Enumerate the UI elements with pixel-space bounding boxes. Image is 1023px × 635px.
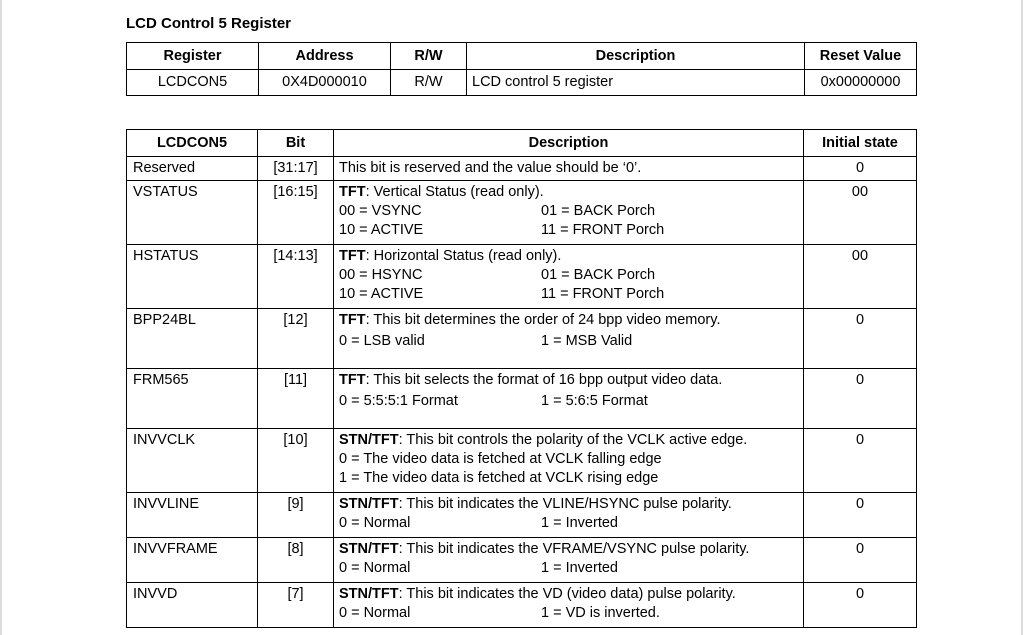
value-option-line (339, 604, 803, 623)
description-summary (339, 495, 803, 514)
description-summary (339, 183, 803, 202)
field-initial-state: 0 (804, 429, 917, 493)
description-text: : This bit determines the order of 24 bpp video memory. (365, 312, 721, 328)
field-description (334, 309, 804, 369)
field-bit-range: [16:15] (258, 181, 334, 245)
description-text: : Horizontal Status (read only). (365, 248, 562, 264)
header-description: Description (467, 43, 805, 70)
field-initial-state: 00 (804, 181, 917, 245)
description-summary (339, 247, 803, 266)
field-name: Reserved (127, 157, 258, 181)
field-initial-state: 0 (804, 309, 917, 369)
value-option-line (339, 392, 803, 411)
field-name: FRM565 (127, 369, 258, 429)
table-row (127, 369, 917, 429)
value-option: 1 = MSB Valid (541, 333, 633, 349)
page-edge-left (0, 0, 2, 635)
field-bit-range: [10] (258, 429, 334, 493)
field-description (334, 538, 804, 583)
mode-label: TFT (339, 248, 366, 264)
description-summary (339, 371, 803, 390)
value-option-line (339, 514, 803, 533)
value-option: 00 = VSYNC (339, 203, 422, 219)
mode-label: STN/TFT (339, 586, 399, 602)
field-description (334, 493, 804, 538)
register-rw: R/W (391, 70, 467, 96)
description-text: This bit is reserved and the value should be ‘0’. (339, 160, 642, 176)
field-bit-range: [11] (258, 369, 334, 429)
value-option: 10 = ACTIVE (339, 222, 424, 238)
value-option: 0 = The video data is fetched at VCLK falling edge (339, 451, 662, 467)
value-option: 1 = Inverted (541, 560, 618, 576)
field-name: INVVFRAME (127, 538, 258, 583)
section-title: LCD Control 5 Register (126, 15, 292, 32)
value-option: 01 = BACK Porch (541, 203, 656, 219)
value-option: 0 = Normal (339, 605, 411, 621)
table-row (127, 538, 917, 583)
field-description (334, 245, 804, 309)
bit-table-header (127, 130, 917, 157)
mode-label: STN/TFT (339, 541, 399, 557)
field-name: BPP24BL (127, 309, 258, 369)
description-text: : This bit controls the polarity of the VCLK active edge. (398, 432, 748, 448)
description-text: : This bit indicates the VLINE/HSYNC pulse polarity. (398, 496, 732, 512)
register-description: LCD control 5 register (467, 70, 805, 96)
table-row (127, 583, 917, 628)
field-name: INVVLINE (127, 493, 258, 538)
value-option-line (339, 450, 803, 469)
register-address: 0X4D000010 (259, 70, 391, 96)
register-table-header (127, 43, 917, 70)
field-name: INVVCLK (127, 429, 258, 493)
description-text: : This bit indicates the VFRAME/VSYNC pulse polarity. (398, 541, 750, 557)
mode-label: STN/TFT (339, 496, 399, 512)
field-initial-state: 0 (804, 583, 917, 628)
register-table (126, 42, 917, 96)
header-reset-value: Reset Value (805, 43, 917, 70)
value-option-line (339, 221, 803, 240)
field-initial-state: 0 (804, 369, 917, 429)
description-text: : This bit selects the format of 16 bpp output video data. (365, 372, 723, 388)
value-option: 1 = Inverted (541, 515, 618, 531)
header-address: Address (259, 43, 391, 70)
description-summary (339, 159, 803, 178)
field-description (334, 369, 804, 429)
header-bit: Bit (258, 130, 334, 157)
description-summary (339, 311, 803, 330)
value-option-line (339, 285, 803, 304)
field-name: VSTATUS (127, 181, 258, 245)
value-option: 11 = FRONT Porch (541, 286, 665, 302)
description-summary (339, 431, 803, 450)
mode-label: TFT (339, 184, 366, 200)
field-initial-state: 0 (804, 157, 917, 181)
table-row (127, 429, 917, 493)
value-option: 0 = Normal (339, 560, 411, 576)
field-initial-state: 00 (804, 245, 917, 309)
value-option: 0 = LSB valid (339, 333, 425, 349)
value-option: 0 = Normal (339, 515, 411, 531)
field-name: INVVD (127, 583, 258, 628)
mode-label: TFT (339, 312, 366, 328)
field-bit-range: [9] (258, 493, 334, 538)
field-bit-range: [31:17] (258, 157, 334, 181)
description-summary (339, 540, 803, 559)
value-option-line (339, 559, 803, 578)
field-description (334, 157, 804, 181)
field-bit-range: [8] (258, 538, 334, 583)
mode-label: STN/TFT (339, 432, 399, 448)
table-row (127, 245, 917, 309)
table-row (127, 70, 917, 96)
value-option: 1 = 5:6:5 Format (541, 393, 648, 409)
value-option: 1 = VD is inverted. (541, 605, 660, 621)
register-name: LCDCON5 (127, 70, 259, 96)
field-description (334, 429, 804, 493)
bit-field-table (126, 129, 917, 628)
field-bit-range: [14:13] (258, 245, 334, 309)
field-bit-range: [12] (258, 309, 334, 369)
mode-label: TFT (339, 372, 366, 388)
table-row (127, 181, 917, 245)
header-register: Register (127, 43, 259, 70)
table-row (127, 493, 917, 538)
description-text: : Vertical Status (read only). (365, 184, 544, 200)
value-option: 0 = 5:5:5:1 Format (339, 393, 458, 409)
description-summary (339, 585, 803, 604)
value-option: 1 = The video data is fetched at VCLK rising edge (339, 470, 659, 486)
header-description: Description (334, 130, 804, 157)
value-option: 01 = BACK Porch (541, 267, 656, 283)
value-option: 00 = HSYNC (339, 267, 423, 283)
value-option-line (339, 266, 803, 285)
description-text: : This bit indicates the VD (video data) pulse polarity. (398, 586, 736, 602)
register-reset-value: 0x00000000 (805, 70, 917, 96)
value-option-line (339, 469, 803, 488)
field-initial-state: 0 (804, 538, 917, 583)
value-option-line (339, 202, 803, 221)
field-description (334, 181, 804, 245)
header-rw: R/W (391, 43, 467, 70)
field-description (334, 583, 804, 628)
value-option: 10 = ACTIVE (339, 286, 424, 302)
value-option: 11 = FRONT Porch (541, 222, 665, 238)
field-bit-range: [7] (258, 583, 334, 628)
field-initial-state: 0 (804, 493, 917, 538)
header-initial-state: Initial state (804, 130, 917, 157)
table-row (127, 157, 917, 181)
table-row (127, 309, 917, 369)
value-option-line (339, 332, 803, 351)
field-name: HSTATUS (127, 245, 258, 309)
header-field: LCDCON5 (127, 130, 258, 157)
